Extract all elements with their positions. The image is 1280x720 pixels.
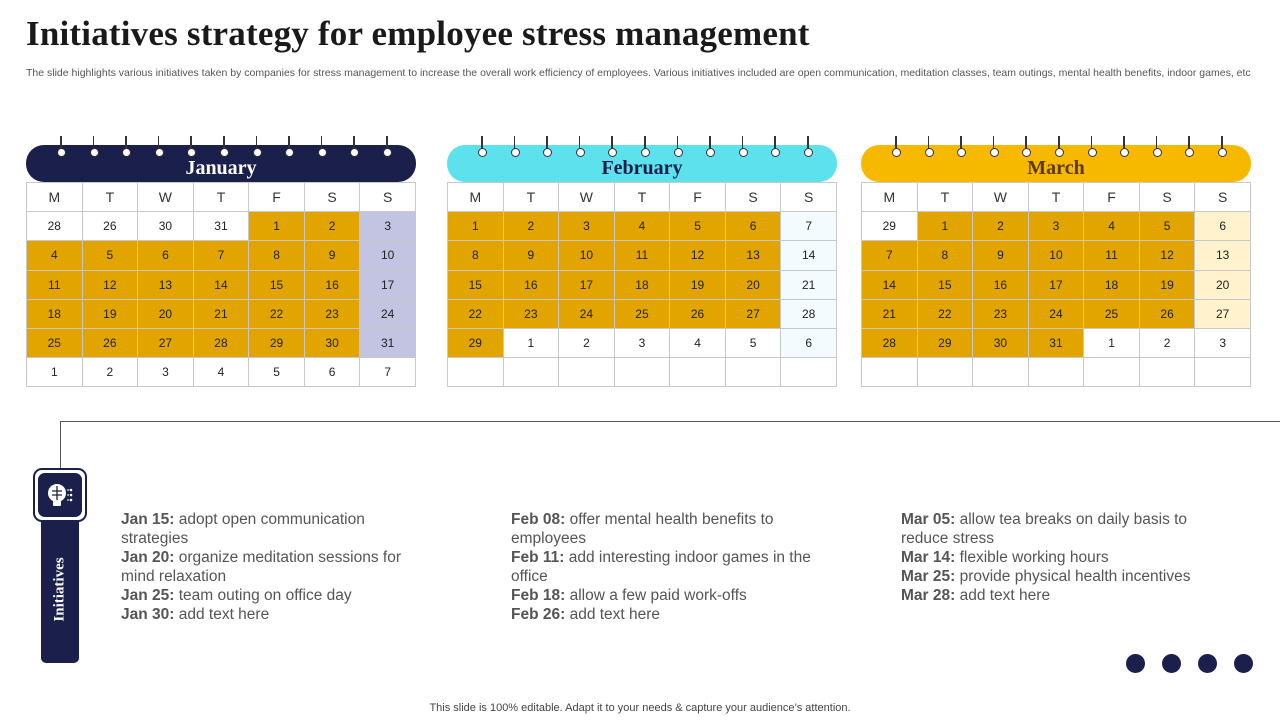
weekday-label: S: [725, 183, 781, 212]
weekday-label: S: [1139, 183, 1195, 212]
calendar-day-cell: 16: [503, 270, 559, 299]
initiative-text: add text here: [565, 606, 661, 623]
calendar-day-cell: 14: [193, 270, 249, 299]
weekday-label: M: [448, 183, 504, 212]
calendar-day-cell: [448, 358, 504, 387]
initiative-date: Jan 15:: [121, 511, 175, 528]
calendar-day-cell: 26: [82, 212, 138, 241]
calendar-day-cell: [781, 358, 837, 387]
calendar-day-cell: 5: [1139, 212, 1195, 241]
calendar-grid: [861, 182, 1251, 387]
calendar-day-cell: [725, 358, 781, 387]
initiative-item: [121, 605, 421, 624]
binder-ring-icon: [285, 136, 293, 158]
calendar-day-cell: 21: [193, 299, 249, 328]
initiative-item: [511, 510, 811, 548]
calendar-day-cell: [862, 358, 918, 387]
calendar-day-cell: 9: [503, 241, 559, 270]
calendar-grid: [26, 182, 416, 387]
initiative-text: organize meditation sessions for mind relaxation: [121, 549, 402, 585]
calendar-day-cell: 9: [973, 241, 1029, 270]
calendar-day-cell: 17: [1028, 270, 1084, 299]
initiative-text: adopt open communication strategies: [121, 511, 365, 547]
initiative-text: offer mental health benefits to employees: [511, 511, 774, 547]
initiative-date: Mar 05:: [901, 511, 956, 528]
calendar-day-cell: 11: [614, 241, 670, 270]
calendar-day-cell: 9: [304, 241, 360, 270]
calendar-day-cell: 11: [1084, 241, 1140, 270]
calendar-day-cell: 24: [559, 299, 615, 328]
calendar-day-cell: 21: [862, 299, 918, 328]
calendar-day-cell: 1: [503, 328, 559, 357]
weekday-label: S: [360, 183, 416, 212]
calendar-day-cell: 27: [138, 328, 194, 357]
binder-ring-icon: [608, 136, 616, 158]
calendar-week-row: [448, 328, 837, 357]
initiative-item: [121, 510, 421, 548]
calendar-day-cell: 15: [448, 270, 504, 299]
calendar-day-cell: 1: [1084, 328, 1140, 357]
decorative-dot: [1234, 654, 1253, 673]
binder-ring-icon: [318, 136, 326, 158]
calendar-day-cell: 3: [138, 358, 194, 387]
calendar-day-cell: 1: [249, 212, 305, 241]
calendar-day-cell: 5: [670, 212, 726, 241]
initiative-date: Jan 30:: [121, 606, 175, 623]
calendar-week-row: [27, 299, 416, 328]
calendar-day-cell: 7: [781, 212, 837, 241]
initiatives-tab-label: Initiatives: [51, 556, 68, 622]
calendar-day-cell: 18: [27, 299, 83, 328]
initiative-item: [511, 605, 811, 624]
calendar-day-cell: 23: [304, 299, 360, 328]
calendar-day-cell: 24: [360, 299, 416, 328]
calendar-week-row: [27, 358, 416, 387]
binder-ring-icon: [957, 136, 965, 158]
calendar-day-cell: 10: [360, 241, 416, 270]
initiative-text: team outing on office day: [174, 587, 352, 604]
calendar-day-cell: 31: [360, 328, 416, 357]
calendar-month-label: January: [185, 157, 257, 179]
slide-subtitle: The slide highlights various initiatives taken by companies for stress management to increase the overall work efficiency of employees. Various initiatives included are open communication, meditation classes, team outings, mental health benefits, indoor games, etc: [26, 67, 1251, 79]
calendar-day-cell: 12: [82, 270, 138, 299]
initiative-text: allow a few paid work-offs: [565, 587, 747, 604]
calendar-day-cell: 5: [725, 328, 781, 357]
initiatives-tab-label-wrap: [41, 515, 79, 663]
binder-ring-icon: [1022, 136, 1030, 158]
initiative-item: [121, 586, 421, 605]
calendar-day-cell: 20: [1195, 270, 1251, 299]
calendar-day-cell: 20: [138, 299, 194, 328]
initiative-item: [901, 567, 1201, 586]
decorative-dot: [1126, 654, 1145, 673]
calendar-day-cell: 30: [973, 328, 1029, 357]
calendar-day-cell: 22: [917, 299, 973, 328]
initiative-text: flexible working hours: [955, 549, 1109, 566]
calendar-day-cell: 29: [249, 328, 305, 357]
binder-ring-icon: [1055, 136, 1063, 158]
weekday-label: T: [917, 183, 973, 212]
binder-ring-icon: [892, 136, 900, 158]
binder-ring-icon: [350, 136, 358, 158]
weekday-label: T: [614, 183, 670, 212]
initiative-text: allow tea breaks on daily basis to reduce stress: [901, 511, 1188, 547]
calendar-day-cell: 6: [304, 358, 360, 387]
calendar-week-row: [862, 241, 1251, 270]
initiatives-column-march: [901, 510, 1201, 605]
calendar-day-cell: 15: [249, 270, 305, 299]
weekday-row: [448, 183, 837, 212]
slide-title: Initiatives strategy for employee stress management: [26, 14, 810, 53]
calendar-day-cell: 2: [559, 328, 615, 357]
binder-ring-icon: [641, 136, 649, 158]
decorative-dot: [1162, 654, 1181, 673]
calendar-day-cell: 11: [27, 270, 83, 299]
weekday-label: M: [862, 183, 918, 212]
weekday-label: S: [781, 183, 837, 212]
weekday-label: F: [670, 183, 726, 212]
binder-ring-icon: [674, 136, 682, 158]
calendar-day-cell: [559, 358, 615, 387]
calendar-day-cell: [1084, 358, 1140, 387]
calendar-day-cell: 6: [725, 212, 781, 241]
calendar-day-cell: [670, 358, 726, 387]
calendar-day-cell: 23: [973, 299, 1029, 328]
initiative-date: Feb 18:: [511, 587, 566, 604]
calendar-day-cell: 28: [193, 328, 249, 357]
calendar-day-cell: 15: [917, 270, 973, 299]
weekday-row: [862, 183, 1251, 212]
calendar-week-row: [448, 212, 837, 241]
initiative-date: Mar 25:: [901, 568, 956, 585]
weekday-label: W: [138, 183, 194, 212]
calendar-day-cell: [1139, 358, 1195, 387]
calendar-day-cell: 30: [138, 212, 194, 241]
initiative-date: Feb 11:: [511, 549, 565, 566]
binder-ring-icon: [1218, 136, 1226, 158]
weekday-label: W: [973, 183, 1029, 212]
calendar-day-cell: [973, 358, 1029, 387]
calendar-day-cell: 18: [614, 270, 670, 299]
calendar-day-cell: 12: [1139, 241, 1195, 270]
initiative-item: [121, 548, 421, 586]
calendar-day-cell: 18: [1084, 270, 1140, 299]
binder-ring-icon: [253, 136, 261, 158]
binder-ring-icon: [804, 136, 812, 158]
calendar-day-cell: 26: [1139, 299, 1195, 328]
calendar-day-cell: 28: [862, 328, 918, 357]
calendar-day-cell: 3: [360, 212, 416, 241]
calendar-month-label: March: [1027, 157, 1085, 179]
initiative-text: add text here: [174, 606, 270, 623]
calendar-week-row: [862, 328, 1251, 357]
calendar-week-row: [862, 212, 1251, 241]
calendar-day-cell: 10: [1028, 241, 1084, 270]
calendar-day-cell: 5: [249, 358, 305, 387]
calendar-day-cell: [1028, 358, 1084, 387]
calendar-day-cell: 26: [82, 328, 138, 357]
calendar-day-cell: 1: [448, 212, 504, 241]
binder-ring-icon: [383, 136, 391, 158]
calendar-day-cell: 8: [448, 241, 504, 270]
calendar-day-cell: 7: [862, 241, 918, 270]
calendar-day-cell: 8: [249, 241, 305, 270]
calendar-day-cell: 30: [304, 328, 360, 357]
footer-note: This slide is 100% editable. Adapt it to your needs & capture your audience’s attention.: [429, 702, 851, 714]
initiative-item: [901, 510, 1201, 548]
calendar-day-cell: 25: [1084, 299, 1140, 328]
calendar-day-cell: 10: [559, 241, 615, 270]
binder-ring-icon: [187, 136, 195, 158]
calendar-day-cell: 19: [1139, 270, 1195, 299]
initiative-text: add text here: [955, 587, 1051, 604]
initiative-date: Feb 08:: [511, 511, 566, 528]
calendar-day-cell: 5: [82, 241, 138, 270]
calendar-day-cell: 31: [193, 212, 249, 241]
calendar-day-cell: 14: [862, 270, 918, 299]
decorative-dot: [1198, 654, 1217, 673]
binder-ring-icon: [543, 136, 551, 158]
calendar-week-row: [862, 358, 1251, 387]
calendar-day-cell: 4: [1084, 212, 1140, 241]
calendar-day-cell: 3: [1195, 328, 1251, 357]
calendar-day-cell: 4: [614, 212, 670, 241]
binder-ring-icon: [1120, 136, 1128, 158]
binder-ring-icon: [122, 136, 130, 158]
calendar-week-row: [448, 241, 837, 270]
calendar-day-cell: 2: [304, 212, 360, 241]
initiative-date: Mar 28:: [901, 587, 956, 604]
weekday-label: F: [1084, 183, 1140, 212]
calendar-month-label: February: [601, 157, 683, 179]
calendar-day-cell: 25: [614, 299, 670, 328]
calendar-day-cell: 20: [725, 270, 781, 299]
initiative-date: Jan 25:: [121, 587, 175, 604]
calendar-day-cell: 16: [973, 270, 1029, 299]
calendar-day-cell: 6: [138, 241, 194, 270]
binder-ring-icon: [511, 136, 519, 158]
weekday-label: S: [304, 183, 360, 212]
binder-ring-icon: [478, 136, 486, 158]
timeline-connector: [60, 421, 61, 471]
calendar-day-cell: 22: [448, 299, 504, 328]
initiative-date: Jan 20:: [121, 549, 175, 566]
calendar-day-cell: 3: [614, 328, 670, 357]
initiative-text: provide physical health incentives: [955, 568, 1191, 585]
initiatives-column-january: [121, 510, 421, 624]
calendar-week-row: [862, 299, 1251, 328]
binder-ring-icon: [1153, 136, 1161, 158]
calendar-day-cell: [503, 358, 559, 387]
weekday-label: T: [1028, 183, 1084, 212]
calendar-day-cell: 28: [781, 299, 837, 328]
initiative-item: [901, 548, 1201, 567]
brain-lightbulb-icon: [38, 473, 82, 517]
weekday-label: T: [193, 183, 249, 212]
calendar-day-cell: 2: [973, 212, 1029, 241]
calendar-day-cell: 17: [360, 270, 416, 299]
calendar-day-cell: 3: [1028, 212, 1084, 241]
binder-ring-icon: [1088, 136, 1096, 158]
calendar-day-cell: 25: [27, 328, 83, 357]
initiative-item: [511, 548, 811, 586]
calendar-day-cell: 24: [1028, 299, 1084, 328]
calendar-day-cell: 26: [670, 299, 726, 328]
calendar-day-cell: 16: [304, 270, 360, 299]
calendar-day-cell: 13: [1195, 241, 1251, 270]
weekday-label: W: [559, 183, 615, 212]
initiative-text: add interesting indoor games in the office: [511, 549, 811, 585]
weekday-label: T: [503, 183, 559, 212]
calendar-week-row: [27, 270, 416, 299]
calendar-day-cell: 1: [917, 212, 973, 241]
binder-ring-icon: [706, 136, 714, 158]
weekday-row: [27, 183, 416, 212]
calendar-week-row: [448, 299, 837, 328]
calendar-day-cell: 1: [27, 358, 83, 387]
calendar-day-cell: 22: [249, 299, 305, 328]
calendar-day-cell: 12: [670, 241, 726, 270]
calendar-day-cell: [1195, 358, 1251, 387]
calendar-day-cell: 23: [503, 299, 559, 328]
binder-ring-icon: [57, 136, 65, 158]
calendar-day-cell: 31: [1028, 328, 1084, 357]
calendar-day-cell: 27: [725, 299, 781, 328]
calendar-day-cell: 4: [193, 358, 249, 387]
calendar-day-cell: 14: [781, 241, 837, 270]
calendar-grid: [447, 182, 837, 387]
binder-ring-icon: [739, 136, 747, 158]
calendar-day-cell: 19: [82, 299, 138, 328]
calendar-day-cell: 2: [1139, 328, 1195, 357]
calendar-week-row: [27, 328, 416, 357]
calendar-week-row: [27, 212, 416, 241]
calendar-day-cell: 6: [1195, 212, 1251, 241]
weekday-label: S: [1195, 183, 1251, 212]
binder-ring-icon: [576, 136, 584, 158]
calendar-day-cell: 4: [670, 328, 726, 357]
calendar-day-cell: 29: [862, 212, 918, 241]
weekday-label: F: [249, 183, 305, 212]
weekday-label: T: [82, 183, 138, 212]
binder-ring-icon: [1185, 136, 1193, 158]
calendar-day-cell: 29: [448, 328, 504, 357]
initiative-item: [901, 586, 1201, 605]
calendar-day-cell: 17: [559, 270, 615, 299]
calendar-day-cell: 29: [917, 328, 973, 357]
calendar-day-cell: 4: [27, 241, 83, 270]
binder-ring-icon: [220, 136, 228, 158]
calendar-week-row: [27, 241, 416, 270]
initiative-date: Feb 26:: [511, 606, 566, 623]
calendar-day-cell: 3: [559, 212, 615, 241]
calendar-day-cell: [917, 358, 973, 387]
calendar-week-row: [862, 270, 1251, 299]
calendar-week-row: [448, 358, 837, 387]
calendar-day-cell: 21: [781, 270, 837, 299]
binder-ring-icon: [925, 136, 933, 158]
calendar-week-row: [448, 270, 837, 299]
calendar-day-cell: 19: [670, 270, 726, 299]
calendar-day-cell: 8: [917, 241, 973, 270]
calendar-day-cell: 13: [725, 241, 781, 270]
calendar-day-cell: 13: [138, 270, 194, 299]
timeline-divider: [60, 421, 1280, 422]
calendar-day-cell: [614, 358, 670, 387]
initiatives-column-february: [511, 510, 811, 624]
calendar-day-cell: 6: [781, 328, 837, 357]
initiative-date: Mar 14:: [901, 549, 956, 566]
binder-ring-icon: [90, 136, 98, 158]
calendar-day-cell: 7: [360, 358, 416, 387]
calendar-day-cell: 2: [82, 358, 138, 387]
calendar-day-cell: 7: [193, 241, 249, 270]
calendar-day-cell: 28: [27, 212, 83, 241]
weekday-label: M: [27, 183, 83, 212]
binder-ring-icon: [990, 136, 998, 158]
binder-ring-icon: [771, 136, 779, 158]
initiative-item: [511, 586, 811, 605]
calendar-day-cell: 27: [1195, 299, 1251, 328]
binder-ring-icon: [155, 136, 163, 158]
calendar-day-cell: 2: [503, 212, 559, 241]
